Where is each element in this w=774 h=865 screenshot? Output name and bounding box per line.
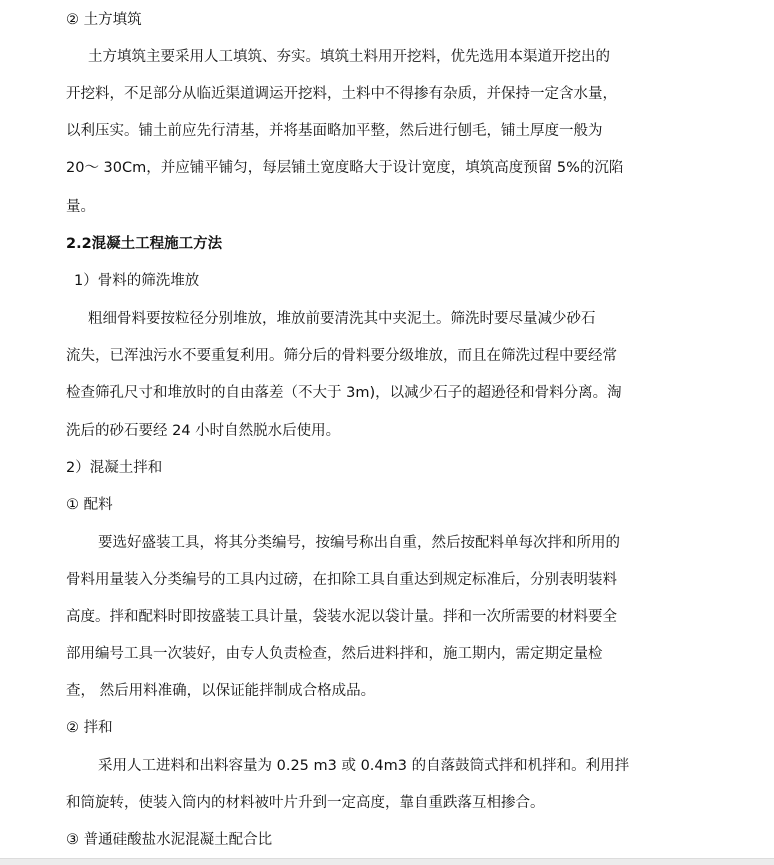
paragraph-line: 20～ 30Cm，并应铺平铺匀，每层铺土宽度略大于设计宽度，填筑高度预留 5%的沉陷 bbox=[66, 160, 624, 176]
subheading-mix-ratio: ③ 普通硅酸盐水泥混凝土配合比 bbox=[66, 832, 273, 848]
subheading-batching: ① 配料 bbox=[66, 497, 113, 513]
paragraph-line: 洗后的砂石要经 24 小时自然脱水后使用。 bbox=[66, 423, 341, 439]
paragraph-line: 粗细骨料要按粒径分别堆放，堆放前要清洗其中夹泥土。筛洗时要尽量减少砂石 bbox=[88, 311, 596, 327]
paragraph-line: 检查筛孔尺寸和堆放时的自由落差（不大于 3m)，以减少石子的超逊径和骨料分离。淘 bbox=[66, 385, 622, 401]
paragraph-line: 流失，已浑浊污水不要重复利用。筛分后的骨料要分级堆放，而且在筛洗过程中要经常 bbox=[66, 348, 617, 364]
paragraph-line: 以利压实。铺土前应先行清基，并将基面略加平整，然后进行刨毛，铺土厚度一般为 bbox=[66, 123, 603, 139]
subheading-mixing: 2）混凝土拌和 bbox=[66, 460, 163, 476]
paragraph-line: 骨料用量装入分类编号的工具内过磅，在扣除工具自重达到规定标准后，分别表明装料 bbox=[66, 572, 617, 588]
section-title-earthwork: ② 土方填筑 bbox=[66, 12, 142, 28]
paragraph-line: 部用编号工具一次装好，由专人负责检查，然后进料拌和，施工期内，需定期定量检 bbox=[66, 646, 603, 662]
page-bottom-divider bbox=[0, 858, 774, 865]
paragraph-line: 高度。拌和配料时即按盛装工具计量，袋装水泥以袋计量。拌和一次所需要的材料要全 bbox=[66, 609, 617, 625]
subheading-aggregate: 1）骨料的筛洗堆放 bbox=[74, 273, 200, 289]
paragraph-line: 开挖料，不足部分从临近渠道调运开挖料，土料中不得掺有杂质，并保持一定含水量， bbox=[66, 86, 617, 102]
paragraph-line: 土方填筑主要采用人工填筑、夯实。填筑土料用开挖料，优先选用本渠道开挖出的 bbox=[88, 49, 610, 65]
paragraph-line: 采用人工进料和出料容量为 0.25 m3 或 0.4m3 的自落鼓筒式拌和机拌和。利用拌 bbox=[98, 758, 630, 774]
paragraph-line: 和筒旋转，使装入筒内的材料被叶片升到一定高度，靠自重跌落互相掺合。 bbox=[66, 795, 545, 811]
subheading-stirring: ② 拌和 bbox=[66, 720, 113, 736]
section-heading-concrete: 2.2混凝土工程施工方法 bbox=[66, 236, 223, 252]
paragraph-line: 要选好盛装工具，将其分类编号，按编号称出自重，然后按配料单每次拌和所用的 bbox=[98, 535, 620, 551]
paragraph-line: 查， 然后用料准确，以保证能拌制成合格成品。 bbox=[66, 683, 376, 699]
paragraph-line: 量。 bbox=[66, 199, 95, 215]
